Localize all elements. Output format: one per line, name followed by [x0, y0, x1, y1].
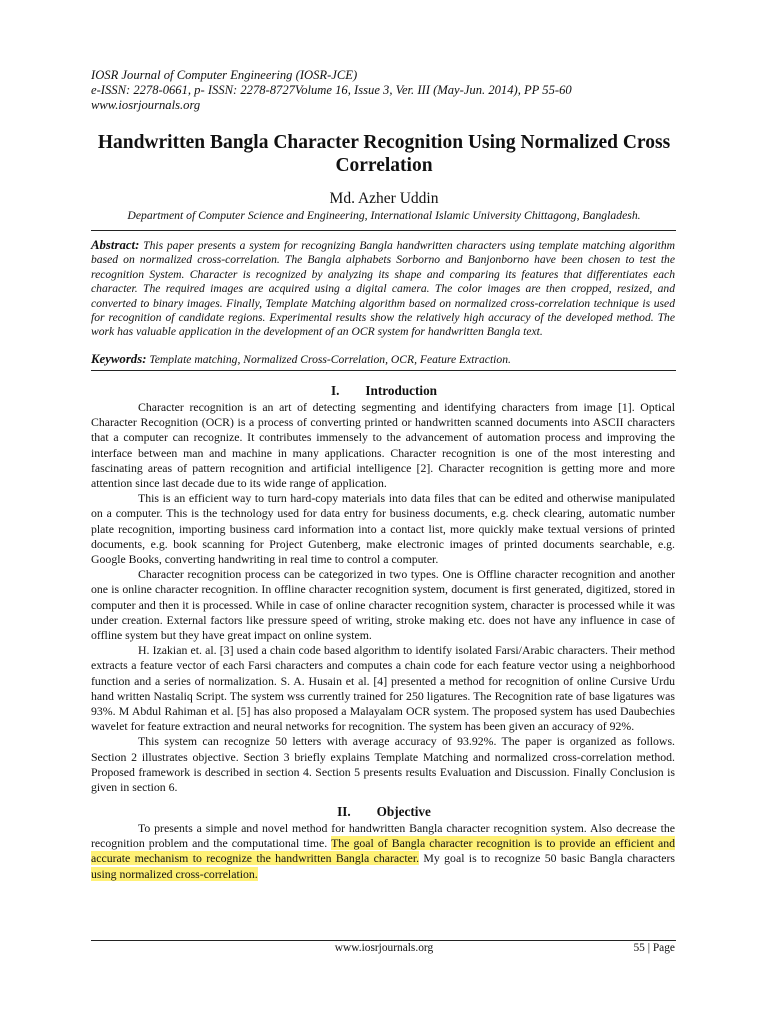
section-title: Objective [376, 804, 431, 819]
highlighted-text[interactable]: The goal of Bangla character recognition is to provide an efficient and accurate mechanism to recognize the handwritten Bangla character. [91, 836, 676, 866]
section-number: II. [337, 804, 351, 819]
keywords-text: Template matching, Normalized Cross-Correlation, OCR, Feature Extraction. [146, 353, 511, 366]
keywords [91, 352, 675, 367]
paper-author: Md. Azher Uddin [329, 190, 439, 207]
abstract [91, 238, 675, 340]
journal-issn: e-ISSN: 2278-0661, p- ISSN: 2278-8727Volume 16, Issue 3, Ver. III (May-Jun. 2014), PP 55-60 [91, 83, 572, 97]
abstract-top-rule [91, 230, 676, 231]
paragraph [91, 821, 675, 882]
introduction-body [91, 400, 675, 795]
footer-site: www.iosrjournals.org [334, 942, 434, 954]
objective-body [91, 821, 675, 882]
journal-site-link[interactable]: www.iosrjournals.org [91, 98, 201, 112]
section-heading-introduction [70, 383, 698, 399]
paragraph: This system can recognize 50 letters with average accuracy of 93.92%. The paper is organized as follows. Section 2 illustrates objective. Section 3 briefly explains Template Matching and normalized cross-correlation method. Proposed framework is described in section 4. Section 5 presents results Evaluation and Discussion. Finally Conclusion is given in section 6. [91, 734, 675, 795]
paper-title: Handwritten Bangla Character Recognition Using Normalized Cross Correlation [97, 132, 671, 176]
journal-name: IOSR Journal of Computer Engineering (IOSR-JCE) [91, 68, 358, 82]
author-affiliation: Department of Computer Science and Engineering, International Islamic University Chittagong, Bangladesh. [127, 209, 641, 222]
keywords-label: Keywords: [91, 352, 147, 366]
page-number: 55 | Page [633, 942, 675, 954]
footer-rule [91, 940, 676, 941]
journal-header [91, 68, 691, 113]
paragraph: Character recognition process can be categorized in two types. One is Offline character recognition and another one is online character recognition. In offline character recognition system, document is first generated, digitized, stored in computer and then it is processed. While in case of online character recognition system, character is processed while it was under creation. External factors like pressure speed of writing, stroke making etc. does not have any influence in case of offline system but they have great impact on online system. [91, 567, 675, 643]
abstract-label: Abstract: [91, 238, 140, 252]
highlighted-text[interactable]: using normalized cross-correlation. [91, 866, 258, 881]
section-number: I. [330, 383, 340, 398]
abstract-text: This paper presents a system for recognizing Bangla handwritten characters using template matching algorithm based on normalized cross-correlation. The Bangla alphabets Sorborno and Banjonborno have been chosen to test the recognition System. Character is recognized by analyzing its shape and comparing its features that differentiates each character. The required images are acquired using a digital camera. The color images are then cropped, resized, and converted to binary images. Finally, Template Matching algorithm based on normalized cross-correlation technique is used for recognition of candidate regions. Experimental results show the relatively high accuracy of the developed method. The work has valuable application in the development of an OCR system for handwritten Bangla text. [91, 239, 675, 339]
section-heading-objective [70, 804, 698, 820]
paragraph: Character recognition is an art of detecting segmenting and identifying characters from image [1]. Optical Character Recognition (OCR) is a process of converting printed or handwritten scanned documents into ASCII characters that a computer can recognize. It contributes immensely to the advancement of automation process and improving the interface between man and machine in many applications. Character recognition is one of the most interesting and fascinating areas of pattern recognition and artificial intelligence [2]. Character recognition is getting more and more attention since last decade due to its wide range of application. [91, 400, 675, 491]
abstract-bottom-rule [91, 370, 676, 371]
objective-text: My goal is to recognize 50 basic Bangla characters [419, 851, 675, 866]
section-title: Introduction [365, 383, 437, 398]
objective-text: To presents a simple and novel method for handwritten Bangla character recognition system. Also decrease the recognition problem and the computational time. [91, 821, 675, 851]
paragraph: H. Izakian et. al. [3] used a chain code based algorithm to identify isolated Farsi/Arabic characters. Their method extracts a feature vector of each Farsi characters and computes a chain code for each feature vector using a neighborhood function and a series of normalization. S. A. Husain et al. [4] presented a method for recognition of online Cursive Urdu hand written Nastaliq Script. The system wss currently trained for 250 ligatures. The Recognition rate of base ligatures was 93%. M Abdul Rahiman et al. [5] has also proposed a Malayalam OCR system. The proposed system has used Daubechies wavelet for feature extraction and neural networks for recognition. The system has been given an accuracy of 92%. [91, 643, 675, 734]
paragraph: This is an efficient way to turn hard-copy materials into data files that can be edited and otherwise manipulated on a computer. This is the technology used for data entry for business documents, e.g. check clearing, automatic number plate recognition, importing business card information into a contact list, more quickly make textual versions of printed documents, e.g. book scanning for Project Gutenberg, make electronic images of printed documents searchable, e.g. Google Books, converting handwriting in real time to control a computer. [91, 491, 675, 567]
